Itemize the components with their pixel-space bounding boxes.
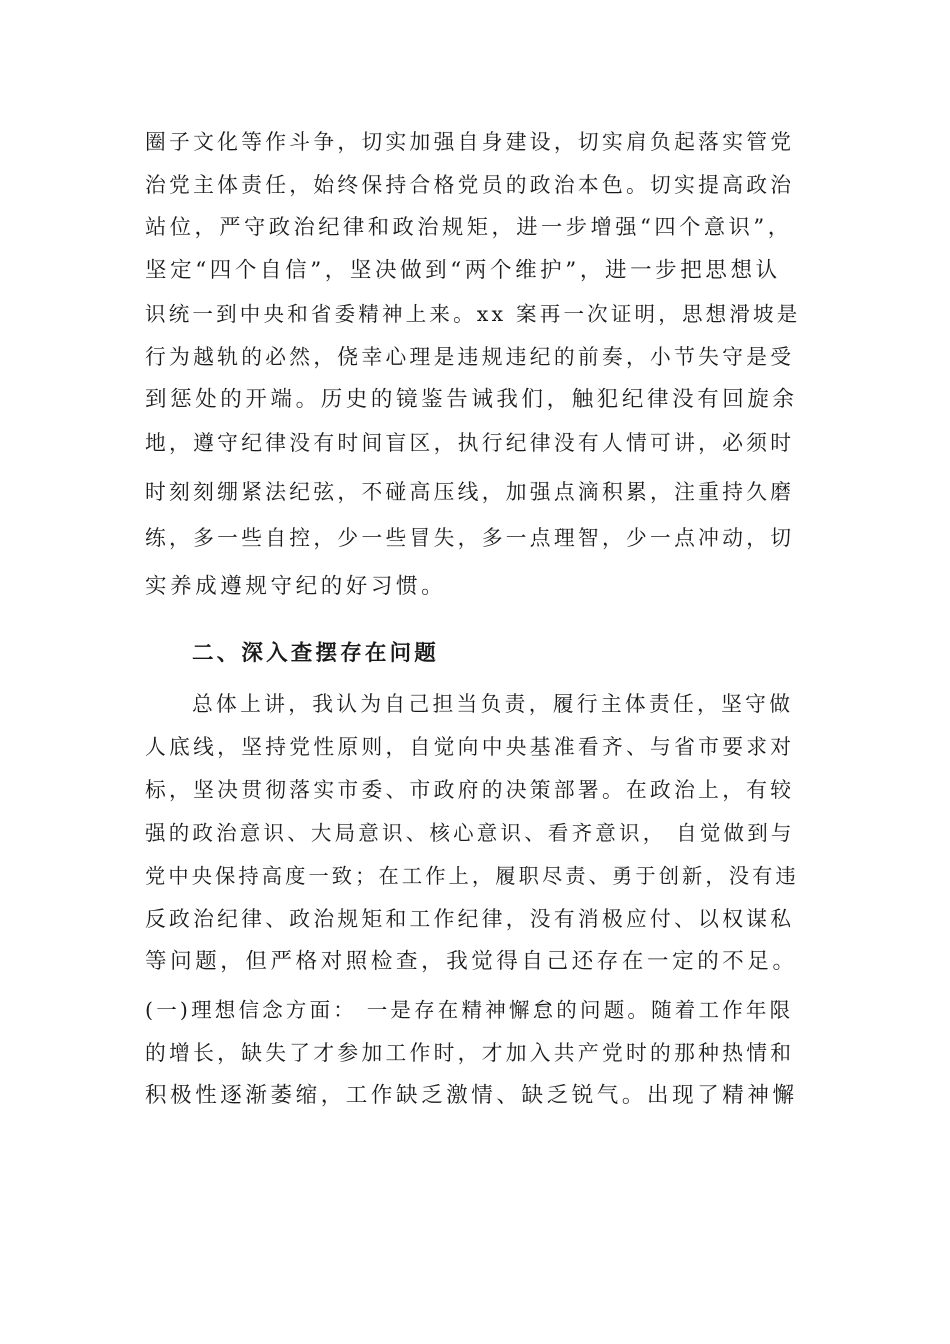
paragraph-2-line-3: 标，坚决贯彻落实市委、市政府的决策部署。在政治上，有较 xyxy=(145,778,795,802)
paragraph-1-line-1: 圈子文化等作斗争，切实加强自身建设，切实肩负起落实管党 xyxy=(145,130,795,154)
paragraph-1-line-6: 行为越轨的必然，侥幸心理是违规违纪的前奏，小节失守是受 xyxy=(145,345,795,369)
paragraph-1-line-9: 时刻刻绷紧法纪弦，不碰高压线，加强点滴积累，注重持久磨 xyxy=(145,480,795,504)
section-2-heading: 二、深入查摆存在问题 xyxy=(192,641,440,666)
paragraph-2-line-5: 党中央保持高度一致；在工作上，履职尽责、勇于创新，没有违 xyxy=(145,864,799,888)
paragraph-1-line-10: 练，多一些自控，少一些冒失，多一点理智，少一点冲动，切 xyxy=(145,526,795,550)
paragraph-2-line-4: 强的政治意识、大局意识、核心意识、看齐意识， 自觉做到与 xyxy=(145,821,795,845)
paragraph-2-line-1: 总体上讲，我认为自己担当负责，履行主体责任，坚守做 xyxy=(192,692,794,716)
paragraph-1-line-2: 治党主体责任，始终保持合格党员的政治本色。切实提高政治 xyxy=(145,173,795,197)
paragraph-2-line-7: 等问题，但严格对照检查，我觉得自己还存在一定的不足。 xyxy=(145,949,798,974)
paragraph-1-line-8: 地，遵守纪律没有时间盲区，执行纪律没有人情可讲，必须时 xyxy=(145,431,795,455)
paragraph-1-line-11: 实养成遵规守纪的好习惯。 xyxy=(145,574,447,599)
paragraph-1-line-3: 站位，严守政治纪律和政治规矩，进一步增强“四个意识”， xyxy=(145,215,793,240)
paragraph-3-line-3: 积极性逐渐萎缩，工作缺乏激情、缺乏锐气。出现了精神懈 xyxy=(145,1083,798,1108)
paragraph-1-line-7: 到惩处的开端。历史的镜鉴告诫我们，触犯纪律没有回旋余 xyxy=(145,387,798,412)
paragraph-2-line-2: 人底线，坚持党性原则，自觉向中央基准看齐、与省市要求对 xyxy=(145,735,795,759)
paragraph-3-line-2: 的增长，缺失了才参加工作时，才加入共产党时的那种热情和 xyxy=(145,1041,795,1065)
paragraph-1-line-4: 坚定“四个自信”，坚决做到“两个维护”，进一步把思想认 xyxy=(145,258,781,283)
paragraph-1-line-5: 识统一到中央和省委精神上来。xx 案再一次证明，思想滑坡是 xyxy=(145,302,801,326)
paragraph-3-line-1: (一)理想信念方面： 一是存在精神懈怠的问题。随着工作年限 xyxy=(145,998,794,1022)
paragraph-2-line-6: 反政治纪律、政治规矩和工作纪律，没有消极应付、以权谋私 xyxy=(145,907,795,931)
